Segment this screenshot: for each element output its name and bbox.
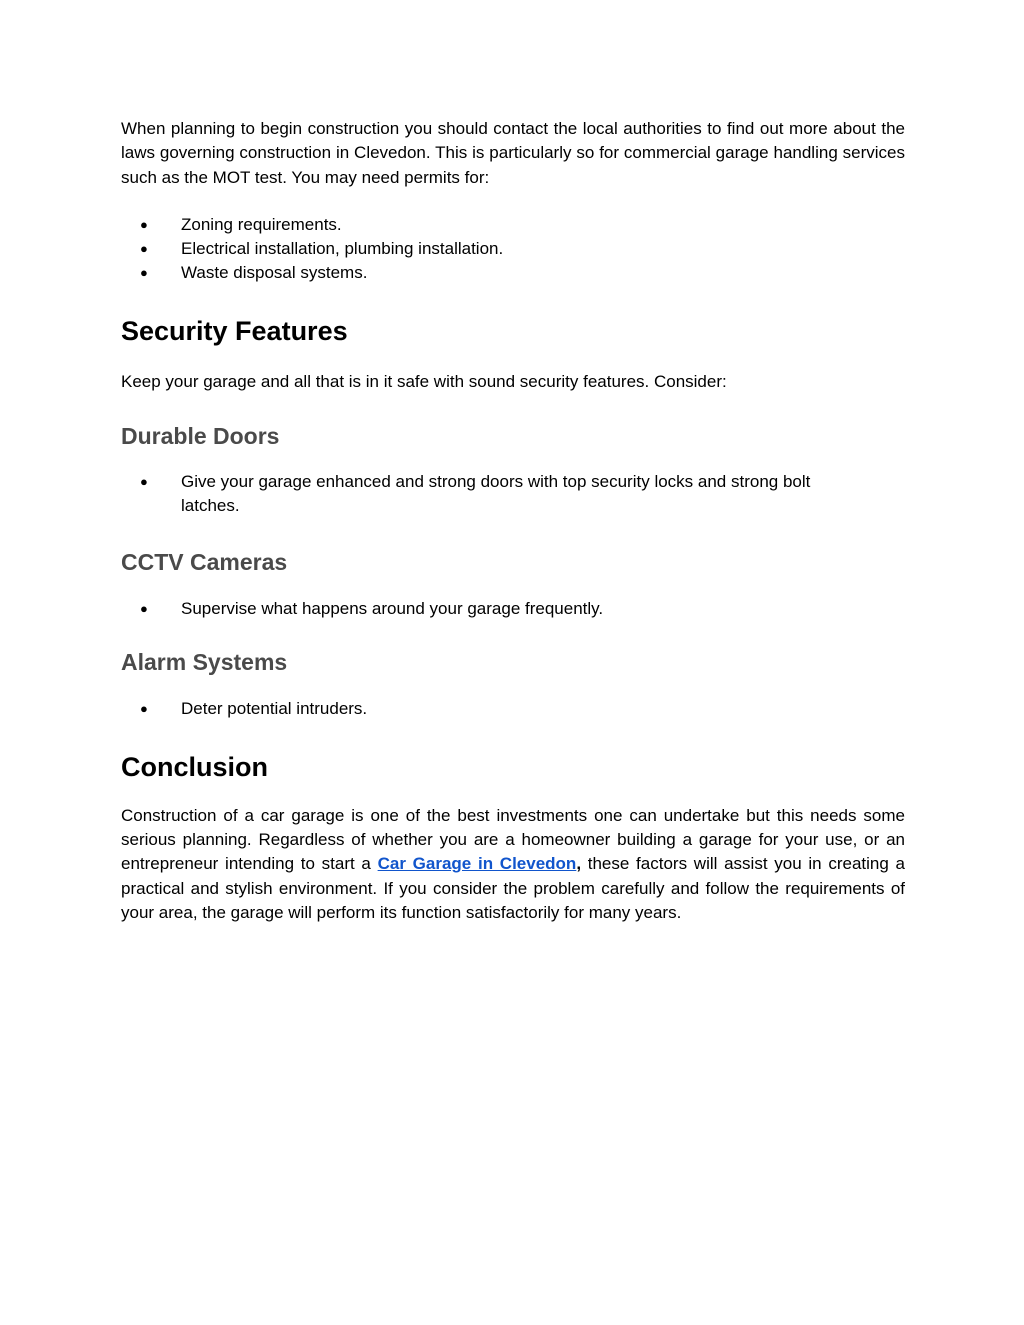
durable-doors-list	[121, 470, 905, 518]
bullet-icon: ●	[140, 241, 148, 257]
bullet-icon: ●	[140, 473, 148, 489]
conclusion-text-end: these factors will assist you in creating a practical and stylish environment. If you consider the problem carefully and follow the requirements of your area, the garage will perform its function satisfactorily for many years.	[121, 854, 905, 923]
list-item	[121, 597, 905, 621]
conclusion-heading: Conclusion	[121, 751, 268, 782]
link-comma: ,	[576, 854, 582, 874]
permits-list	[121, 213, 905, 285]
list-item-text: Electrical installation, plumbing installation.	[181, 239, 504, 259]
bullet-icon: ●	[140, 700, 148, 716]
car-garage-clevedon-link[interactable]: Car Garage in Clevedon	[377, 854, 577, 874]
list-item	[121, 697, 905, 721]
cctv-cameras-heading: CCTV Cameras	[121, 548, 288, 575]
list-item-text: Give your garage enhanced and strong doors with top security locks and strong bolt latches.	[181, 471, 811, 515]
conclusion-paragraph	[121, 804, 905, 926]
list-item	[121, 213, 905, 237]
list-item	[121, 237, 905, 261]
bullet-icon: ●	[140, 265, 148, 281]
list-item-text: Deter potential intruders.	[181, 698, 368, 718]
intro-paragraph: When planning to begin construction you should contact the local authorities to find out more about the laws governing construction in Clevedon. This is particularly so for commercial garage handling services such as the MOT test. You may need permits for:	[121, 119, 905, 187]
bullet-icon: ●	[140, 600, 148, 616]
alarm-systems-heading: Alarm Systems	[121, 648, 288, 675]
list-item-text: Supervise what happens around your garage frequently.	[181, 598, 604, 618]
cctv-cameras-list	[121, 597, 905, 621]
bullet-icon: ●	[140, 217, 148, 233]
list-item-text: Zoning requirements.	[181, 215, 342, 235]
list-item	[121, 261, 905, 285]
security-intro: Keep your garage and all that is in it safe with sound security features. Consider:	[121, 372, 727, 392]
list-item-text: Waste disposal systems.	[181, 263, 368, 283]
document-page	[121, 117, 905, 926]
list-item	[121, 470, 905, 518]
durable-doors-heading: Durable Doors	[121, 422, 280, 449]
conclusion-text-start: Construction of a car garage is one of the best investments one can undertake but this needs some serious planning. Regardless of whether you are a homeowner building a garage for your use, or an entrepreneur intending to start a	[121, 805, 905, 874]
alarm-systems-list	[121, 697, 905, 721]
security-heading: Security Features	[121, 316, 348, 347]
